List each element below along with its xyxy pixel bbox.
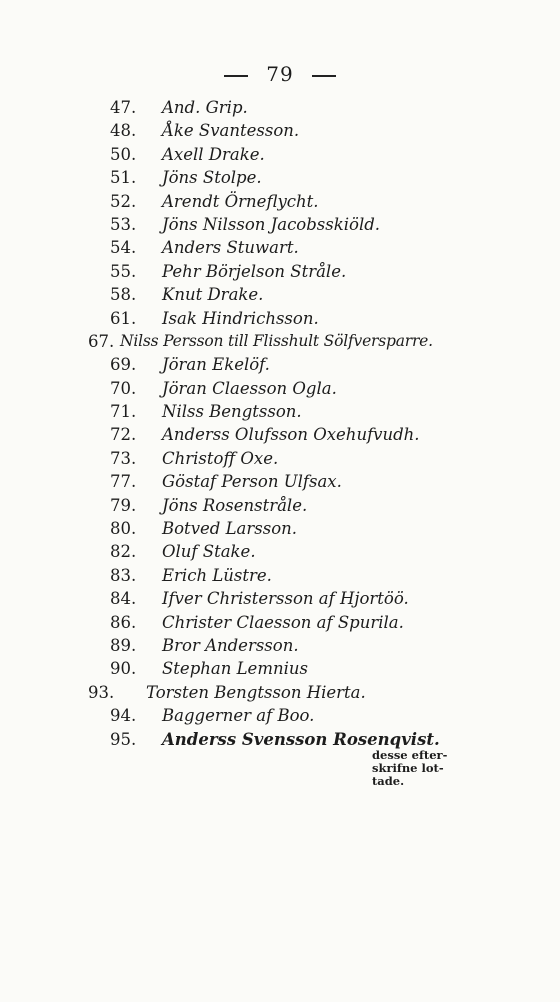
list-item: [0, 681, 560, 704]
entry-number: 80.: [110, 519, 137, 539]
entry-name: Baggerner af Boo.: [162, 706, 315, 726]
entry-name: Nilss Persson till Flisshult Sölfversparre.: [120, 331, 433, 350]
entry-name: Pehr Börjelson Stråle.: [162, 261, 347, 281]
entry-name: Christoff Oxe.: [162, 448, 279, 468]
list-item: [0, 657, 560, 680]
entry-number: 53.: [110, 214, 137, 234]
entry-name: Jöns Nilsson Jacobsskiöld.: [162, 214, 381, 234]
list-item: [0, 96, 560, 119]
entry-name: Anderss Olufsson Oxehufvudh.: [162, 425, 420, 445]
entry-name: Christer Claesson af Spurila.: [162, 612, 404, 632]
entry-number: 47.: [110, 98, 137, 117]
entry-name: Nilss Bengtsson.: [162, 402, 302, 422]
entry-number: 54.: [110, 238, 137, 258]
entry-number: 67.: [88, 331, 115, 351]
list-item: [0, 447, 560, 470]
name-list: [0, 96, 560, 751]
entry-number: 95.: [110, 729, 137, 749]
header-dash-right: [312, 75, 336, 77]
page-header: [0, 62, 560, 86]
entry-name: Jöran Claesson Ogla.: [162, 378, 337, 398]
list-item: [0, 470, 560, 493]
list-item: [0, 540, 560, 563]
entry-name: Jöns Rosenstråle.: [162, 495, 308, 515]
entry-name: Anderss Svensson Rosenqvist.: [162, 729, 440, 749]
list-item: [0, 517, 560, 540]
entry-number: 72.: [110, 425, 137, 445]
header-dash-left: [224, 75, 248, 77]
entry-number: 89.: [110, 635, 137, 655]
entry-name: Botved Larsson.: [162, 519, 298, 539]
list-item: [0, 400, 560, 423]
entry-name: Stephan Lemnius: [162, 659, 308, 679]
entry-number: 82.: [110, 542, 137, 562]
entry-name: Torsten Bengtsson Hierta.: [146, 682, 366, 702]
entry-name: Jöran Ekelöf.: [162, 355, 270, 375]
entry-name: And. Grip.: [162, 98, 248, 117]
page-number: 79: [266, 62, 294, 86]
list-item: [0, 260, 560, 283]
list-item: [0, 166, 560, 189]
list-item: [0, 728, 560, 751]
list-item: [0, 119, 560, 142]
entry-name: Arendt Örneflycht.: [162, 191, 319, 211]
list-item: [0, 634, 560, 657]
entry-number: 52.: [110, 191, 137, 211]
side-note-line: desse efter-: [372, 748, 448, 762]
entry-name: Åke Svantesson.: [162, 121, 300, 141]
list-item: [0, 190, 560, 213]
list-item: [0, 330, 560, 353]
list-item: [0, 587, 560, 610]
entry-number: 69.: [110, 355, 137, 375]
entry-name: Oluf Stake.: [162, 542, 256, 562]
entry-number: 73.: [110, 448, 137, 468]
entry-number: 83.: [110, 565, 137, 585]
entry-name: Isak Hindrichsson.: [162, 308, 319, 328]
list-item: [0, 283, 560, 306]
list-item: [0, 377, 560, 400]
entry-name: Erich Lüstre.: [162, 565, 272, 585]
entry-name: Bror Andersson.: [162, 635, 299, 655]
entry-number: 50.: [110, 144, 137, 164]
list-item: [0, 143, 560, 166]
side-note: [372, 749, 462, 788]
entry-number: 77.: [110, 472, 137, 492]
list-item: [0, 307, 560, 330]
side-note-line: skrifne lot-: [372, 761, 444, 775]
entry-number: 51.: [110, 168, 137, 188]
entry-name: Knut Drake.: [162, 285, 264, 305]
entry-number: 61.: [110, 308, 137, 328]
entry-number: 70.: [110, 378, 137, 398]
list-item: [0, 353, 560, 376]
entry-number: 94.: [110, 706, 137, 726]
list-item: [0, 611, 560, 634]
entry-number: 93.: [88, 682, 115, 702]
list-item: [0, 213, 560, 236]
list-item: [0, 423, 560, 446]
entry-number: 86.: [110, 612, 137, 632]
entry-name: Göstaf Person Ulfsax.: [162, 472, 342, 492]
list-item: [0, 236, 560, 259]
entry-number: 79.: [110, 495, 137, 515]
entry-name: Jöns Stolpe.: [162, 168, 262, 188]
entry-number: 58.: [110, 285, 137, 305]
entry-name: Axell Drake.: [162, 144, 265, 164]
entry-number: 48.: [110, 121, 137, 141]
list-item: [0, 564, 560, 587]
entry-name: Ifver Christersson af Hjortöö.: [162, 589, 409, 609]
list-item: [0, 704, 560, 727]
side-note-line: tade.: [372, 774, 405, 788]
list-item: [0, 494, 560, 517]
entry-name: Anders Stuwart.: [162, 238, 299, 258]
entry-number: 90.: [110, 659, 137, 679]
entry-number: 71.: [110, 402, 137, 422]
entry-number: 84.: [110, 589, 137, 609]
entry-number: 55.: [110, 261, 137, 281]
